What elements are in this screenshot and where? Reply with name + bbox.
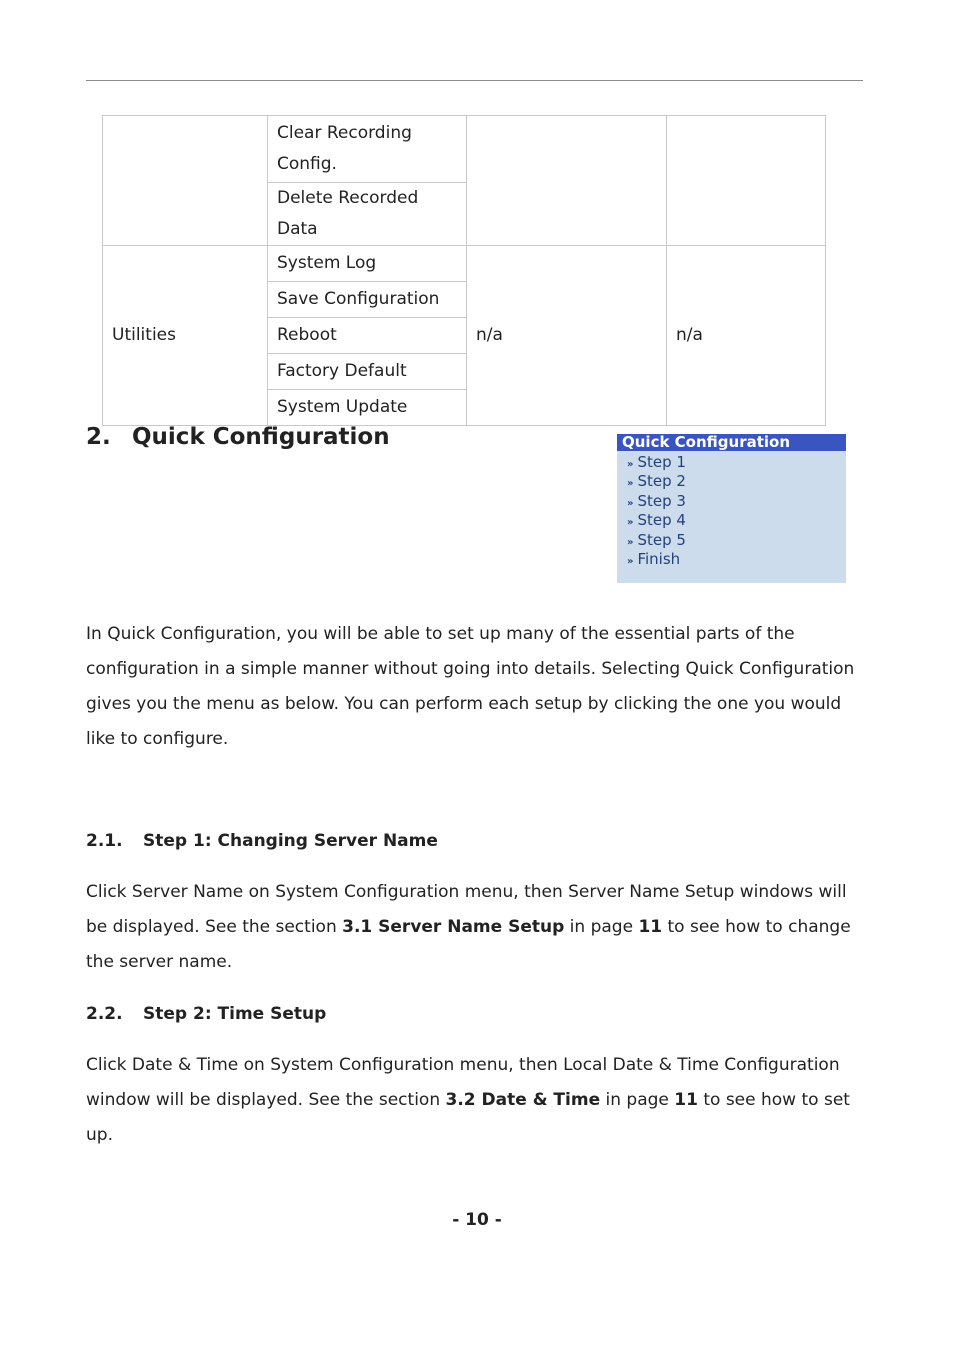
value-cell: n/a [667,246,826,426]
menu-item-step-4[interactable] [627,511,846,530]
feature-cell: Clear Recording Config. [268,116,467,183]
subsection-number: 2.1. [86,831,123,851]
subsection-number: 2.2. [86,1004,123,1024]
page-reference: 11 [638,917,663,937]
group-label-cell [103,116,268,246]
double-chevron-icon: » [627,497,634,509]
step1-paragraph [86,875,871,980]
section-heading [86,424,390,450]
subsection-title: Step 1: Changing Server Name [143,831,438,851]
feature-cell: System Update [268,390,467,426]
feature-cell: Factory Default [268,354,467,390]
double-chevron-icon: » [627,478,634,490]
body-text: in page [600,1090,675,1110]
body-text: to see how to change the server name. [86,917,851,972]
feature-cell: Delete Recorded Data [268,183,467,246]
menu-item-label: Step 2 [637,472,686,491]
step2-paragraph [86,1048,871,1153]
value-cell [667,116,826,246]
menu-item-label: Step 4 [637,511,686,530]
body-text: Click Server Name on System Configuration menu, then Server Name Setup windows will be displayed. See the section [86,882,847,937]
page-number: - 10 - [452,1210,502,1230]
menu-item-step-5[interactable] [627,531,846,550]
feature-table [102,115,826,426]
header-rule [86,80,863,81]
quick-config-menu [617,434,846,583]
table-row [103,116,826,183]
feature-cell: Reboot [268,318,467,354]
subsection-heading [86,831,438,851]
section-reference: 3.2 Date & Time [445,1090,601,1110]
body-text: Click Date & Time on System Configuration menu, then Local Date & Time Configuration window will be displayed. See the section [86,1055,840,1110]
value-cell: n/a [467,246,667,426]
page-reference: 11 [674,1090,698,1110]
double-chevron-icon: » [627,517,634,529]
subsection-title: Step 2: Time Setup [143,1004,327,1024]
value-cell [467,116,667,246]
double-chevron-icon: » [627,555,634,567]
menu-item-label: Step 5 [637,530,686,549]
section-reference: 3.1 Server Name Setup [342,917,565,937]
section-number: 2. [86,424,111,450]
subsection-heading [86,1004,326,1024]
menu-item-step-3[interactable] [627,492,846,511]
table-row [103,246,826,282]
menu-item-label: Finish [637,549,681,568]
feature-cell: System Log [268,246,467,282]
section-title: Quick Configuration [132,424,390,450]
double-chevron-icon: » [627,459,634,470]
body-text: in page [564,917,639,937]
menu-item-step-2[interactable] [627,472,846,491]
menu-item-finish[interactable] [627,550,846,569]
feature-cell: Save Configuration [268,282,467,318]
menu-item-step-1[interactable] [627,453,846,472]
menu-item-label: Step 1 [637,453,686,471]
body-text: to see how to set up. [86,1090,850,1145]
double-chevron-icon: » [627,536,634,548]
group-label-cell: Utilities [103,246,268,426]
quick-config-menu-header: Quick Configuration [617,434,846,451]
menu-item-label: Step 3 [637,491,686,510]
intro-paragraph: In Quick Configuration, you will be able to set up many of the essential parts of the configuration in a simple manner without going into details. Selecting Quick Configuration gives you the menu as below. You can perform each setup by clicking the one you would like to configure. [86,624,855,749]
